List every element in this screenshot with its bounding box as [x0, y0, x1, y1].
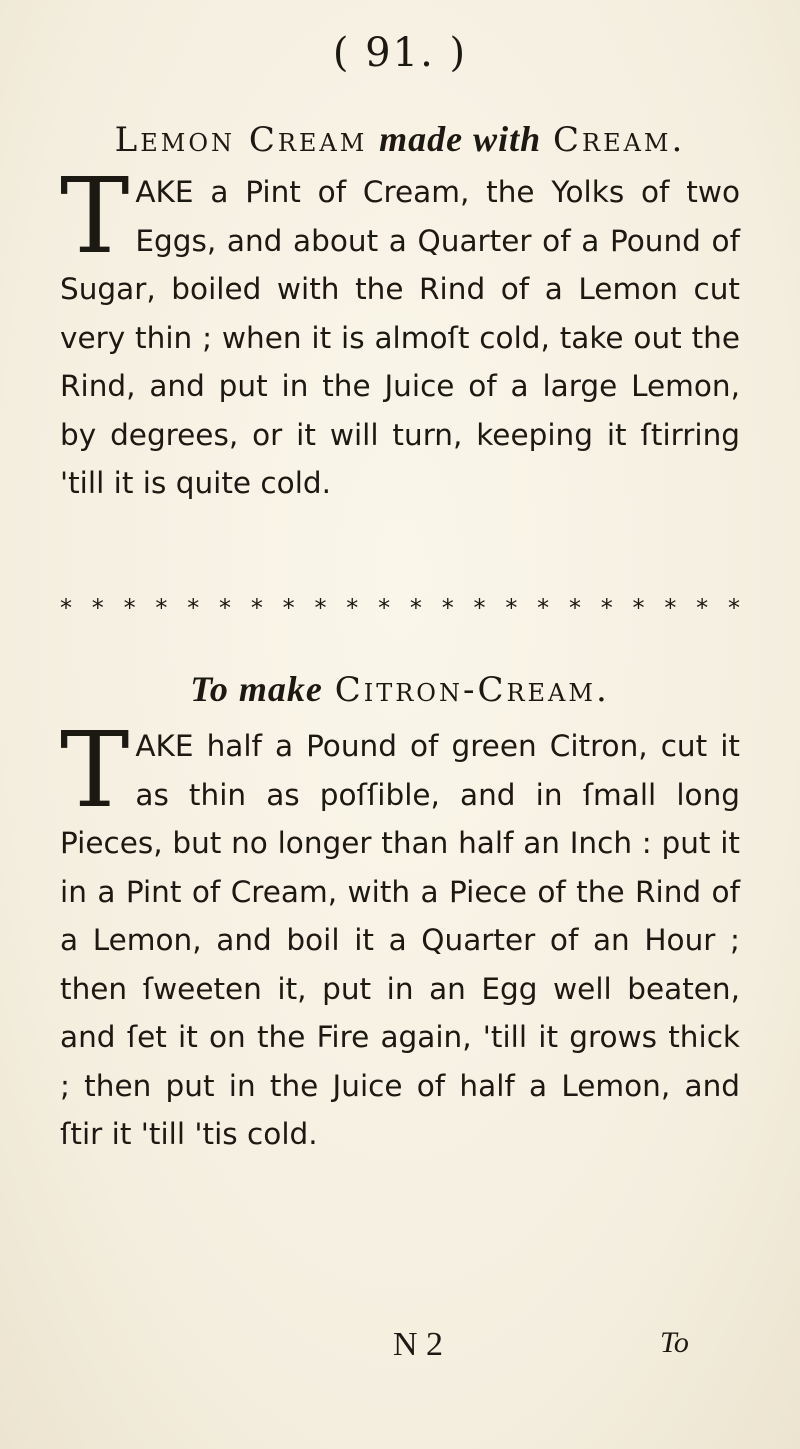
- catchword: To: [660, 1326, 689, 1359]
- title-end: Cream.: [553, 120, 686, 160]
- title-italic: To make: [190, 669, 323, 709]
- recipe-body-citron-cream: [60, 709, 740, 1159]
- recipe-text: AKE half a Pound of green Citron, cut it as thin as poſſible, and in ſmall long Pieces, but no longer than half an Inch : put it in a Pint of Cream, with a Piece of the Rind of a Lemon, and boil it a Quarter of an Hour ; then ſweeten it, put in an Egg well beaten, and ſet it on the Fire again, 'till it grows thick ; then put in the Juice of half a Lemon, and ſtir it 'till 'tis cold.: [60, 729, 740, 1151]
- recipe-text: AKE a Pint of Cream, the Yolks of two Eggs, and about a Quarter of a Pound of Sugar, boiled with the Rind of a Lemon cut very thin ; when it is almoſt cold, take out the Rind, and put in the Juice of a large Lemon, by degrees, or it will turn, keeping it ſtirring 'till it is quite cold.: [60, 175, 740, 500]
- recipe-title-citron-cream: [0, 668, 800, 710]
- page-number: ( 91. ): [332, 30, 468, 76]
- drop-cap: T: [60, 709, 130, 831]
- recipe-title-lemon-cream: [0, 118, 800, 160]
- drop-cap: T: [60, 155, 130, 277]
- recipe-body-lemon-cream: [60, 155, 740, 508]
- title-main: Lemon Cream: [114, 120, 368, 160]
- title-main: Citron-Cream.: [334, 670, 610, 710]
- title-italic: made with: [379, 119, 542, 159]
- signature-mark: N 2: [393, 1326, 444, 1363]
- ornamental-divider: * * * * * * * * * * * * * * * * * * * * * *: [60, 594, 740, 622]
